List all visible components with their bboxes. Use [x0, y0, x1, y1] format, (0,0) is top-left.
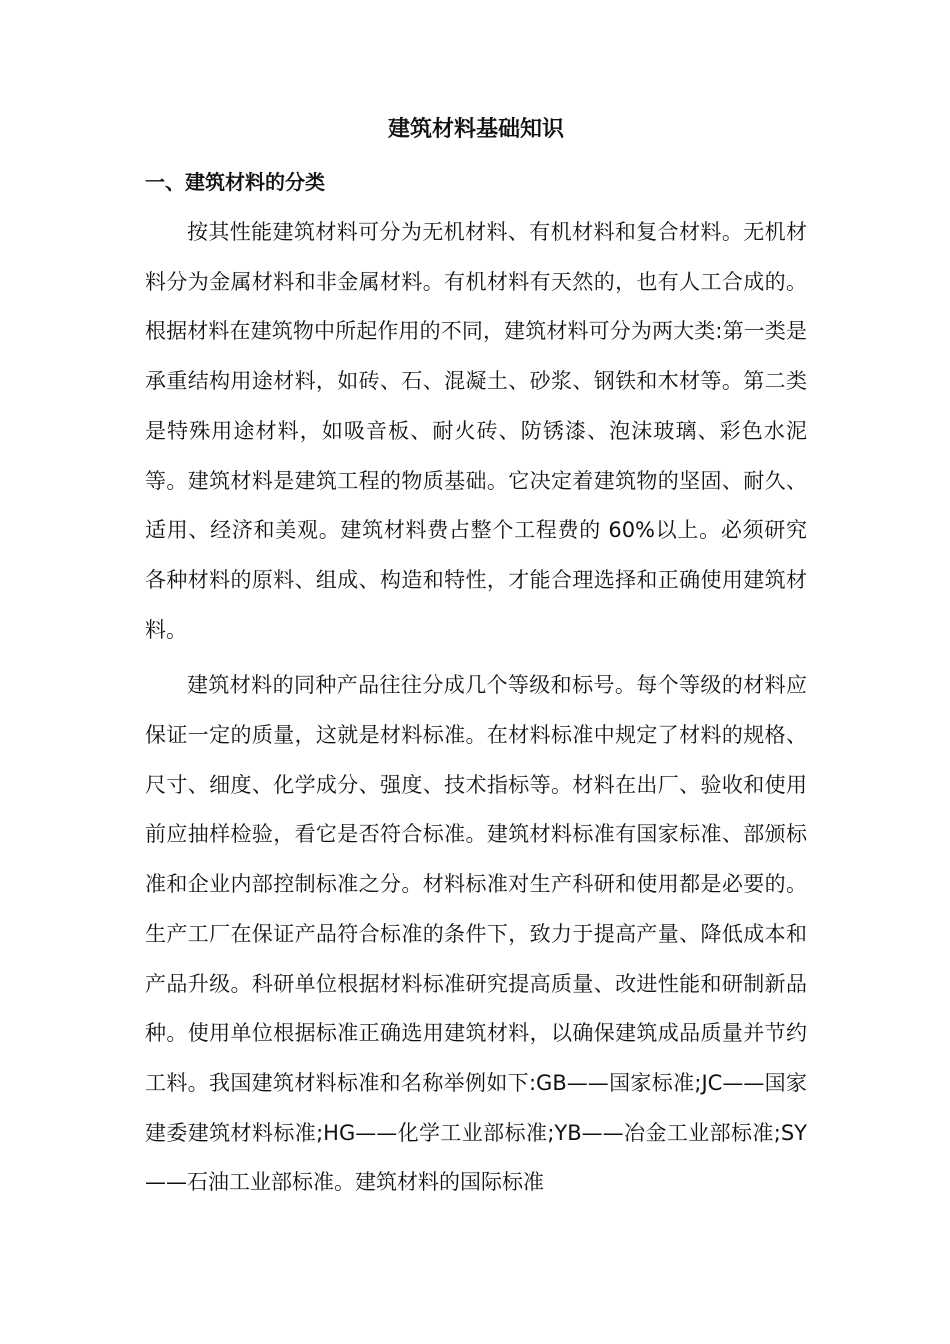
document-title: 建筑材料基础知识	[387, 117, 564, 142]
paragraph-classification: 按其性能建筑材料可分为无机材料、有机材料和复合材料。无机材料分为金属材料和非金属材料。有机材料有天然的，也有人工合成的。根据材料在建筑物中所起作用的不同，建筑材料可分为两大类:第一类是承重结构用途材料，如砖、石、混凝土、砂浆、钢铁和木材等。第二类是特殊用途材料，如吸音板、耐火砖、防锈漆、泡沫玻璃、彩色水泥等。建筑材料是建筑工程的物质基础。它决定着建筑物的坚固、耐久、适用、经济和美观。建筑材料费占整个工程费的 60%以上。必须研究各种材料的原料、组成、构造和特性，才能合理选择和正确使用建筑材料。	[145, 220, 807, 642]
document-body	[145, 108, 807, 1208]
paragraph-standards: 建筑材料的同种产品往往分成几个等级和标号。每个等级的材料应保证一定的质量，这就是材料标准。在材料标准中规定了材料的规格、尺寸、细度、化学成分、强度、技术指标等。材料在出厂、验收和使用前应抽样检验，看它是否符合标准。建筑材料标准有国家标准、部颁标准和企业内部控制标准之分。材料标准对生产科研和使用都是必要的。生产工厂在保证产品符合标准的条件下，致力于提高产量、降低成本和产品升级。科研单位根据材料标准研究提高质量、改进性能和研制新品种。使用单位根据标准正确选用建筑材料，以确保建筑成品质量并节约工料。我国建筑材料标准和名称举例如下:GB——国家标准;JC——国家建委建筑材料标准;HG——化学工业部标准;YB——冶金工业部标准;SY——石油工业部标准。建筑材料的国际标准	[145, 673, 807, 1195]
section-heading: 一、建筑材料的分类	[145, 170, 325, 194]
